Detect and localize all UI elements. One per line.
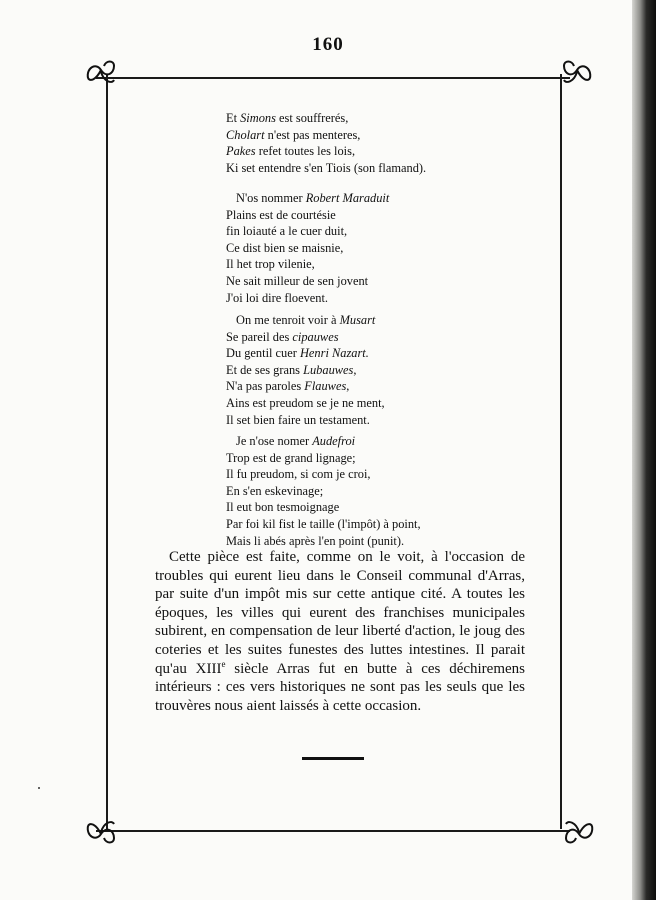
- verse-text: Et de ses grans: [226, 362, 304, 377]
- verse-line: [226, 127, 360, 144]
- verse-line: [226, 533, 404, 550]
- verse-line: [236, 433, 355, 450]
- verse-italic-name: Musart: [339, 313, 376, 327]
- verse-line: [226, 378, 349, 395]
- top-left-flourish-icon: [84, 58, 118, 86]
- verse-text: Ains est preudom se je ne ment,: [226, 396, 385, 410]
- verse-text: Et: [226, 111, 241, 125]
- verse-text: Par foi kil fist le taille (l'impôt) à point,: [226, 517, 421, 531]
- verse-text: ,: [346, 379, 350, 394]
- verse-italic-name: Pakes: [226, 144, 256, 159]
- verse-italic-name: Flauwes: [304, 379, 347, 394]
- verse-line: [226, 290, 328, 307]
- verse-text: N'os nommer: [236, 191, 306, 205]
- verse-text: n'est pas menteres,: [264, 127, 361, 142]
- verse-line: [226, 450, 356, 467]
- verse-line: [226, 160, 426, 177]
- verse-text: Plains est de courtésie: [226, 207, 336, 222]
- verse-text: Ki set entendre s'en Tiois (son flamand).: [226, 160, 427, 175]
- verse-line: [226, 256, 315, 273]
- section-end-rule: [302, 757, 364, 760]
- verse-text: Il eut bon tesmoignage: [226, 500, 340, 515]
- verse-italic-name: Simons: [240, 111, 276, 125]
- verse-italic-name: Audefroi: [312, 434, 356, 448]
- verse-line: [226, 223, 347, 240]
- verse-line: [226, 466, 371, 483]
- verse-text: Du gentil cuer: [226, 346, 300, 361]
- frame-top-rule: [96, 77, 570, 79]
- verse-text: Ce dist bien se maisnie,: [226, 240, 344, 255]
- verse-line: [226, 412, 370, 429]
- verse-text: refet toutes les lois,: [255, 144, 356, 159]
- commentary-paragraph: [155, 548, 525, 715]
- verse-line: [236, 190, 389, 207]
- verse-line: [226, 516, 421, 533]
- verse-text: Il fu preudom, si com je croi,: [226, 467, 371, 482]
- century-superscript: e: [221, 658, 226, 669]
- verse-italic-name: Cholart: [226, 127, 265, 142]
- verse-italic-name: Henri Nazart.: [299, 346, 369, 361]
- verse-text: Trop est de grand lignage;: [226, 450, 356, 465]
- verse-line: [226, 110, 348, 127]
- verse-line: [226, 143, 355, 160]
- verse-text: Mais li abés après l'en point (punit).: [226, 533, 405, 548]
- verse-line: [226, 207, 336, 224]
- verse-line: [226, 240, 343, 257]
- verse-line: [226, 395, 385, 412]
- verse-line: [226, 329, 339, 346]
- verse-text: Je n'ose nomer: [236, 434, 313, 448]
- page-number: 160: [312, 34, 344, 55]
- verse-text: Il set bien faire un testament.: [226, 412, 370, 427]
- verse-line: [226, 345, 369, 362]
- top-right-flourish-icon: [560, 58, 594, 86]
- verse-line: [226, 273, 368, 290]
- verse-line: [236, 312, 375, 329]
- verse-text: Se pareil des: [226, 329, 293, 344]
- verse-text: ,: [353, 362, 357, 377]
- ink-speck: [38, 787, 40, 789]
- bottom-left-flourish-icon: [84, 818, 118, 846]
- verse-text: N'a pas paroles: [226, 379, 305, 394]
- verse-text: J'oi loi dire floevent.: [226, 290, 329, 305]
- verse-line: [226, 483, 323, 500]
- verse-text: En s'en eskevinage;: [226, 483, 324, 498]
- verse-text: est souffrerés,: [275, 111, 349, 125]
- verse-text: On me tenroit voir à: [236, 313, 340, 327]
- page-edge-shadow: [632, 0, 656, 900]
- verse-line: [226, 362, 356, 379]
- bottom-right-flourish-icon: [562, 818, 596, 846]
- commentary-text: Cette pièce est faite, comme on le voit, à l'occasion de troubles qui eurent lieu dans le Conseil communal d'Arras, par suite d'un impôt mis sur cette antique cité. A toutes les époques, les villes qui eurent des franchises municipales subirent, en compensation de leur liberté d'action, le joug des coteries et les suites funestes des luttes intestines. Il parait qu'au XIII: [155, 549, 525, 677]
- verse-italic-name: Lubauwes: [303, 362, 354, 377]
- verse-line: [226, 499, 339, 516]
- verse-text: Il het trop vilenie,: [226, 257, 315, 272]
- commentary-text-continued: siècle Arras fut en butte à ces déchiremens intérieurs : ces vers historiques ne sont pas les seuls que les trouvères nous aient laissés à cette occasion.: [155, 660, 525, 714]
- verse-text: fin loiauté a le cuer duit,: [226, 224, 348, 239]
- verse-italic-name: Robert Maraduit: [305, 191, 390, 205]
- verse-text: Ne sait milleur de sen jovent: [226, 274, 369, 288]
- frame-bottom-rule: [96, 830, 570, 832]
- verse-italic-name: cipauwes: [292, 329, 339, 344]
